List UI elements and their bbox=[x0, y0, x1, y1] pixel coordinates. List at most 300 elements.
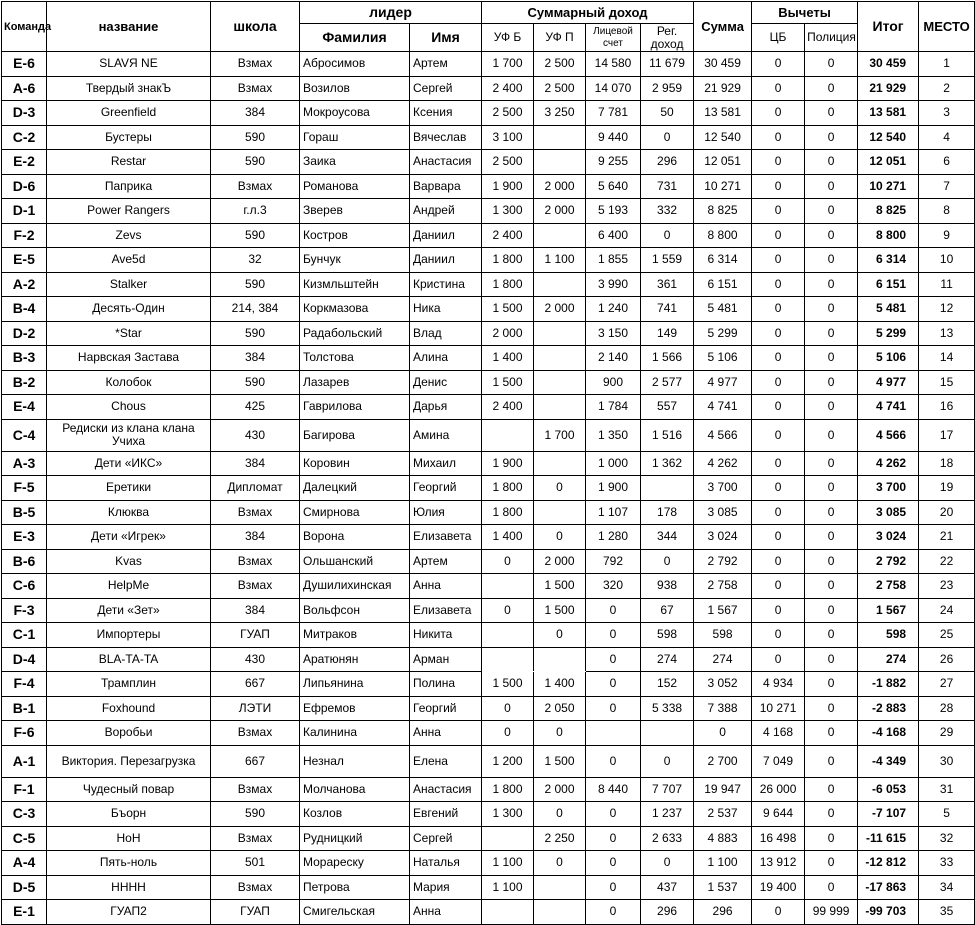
personal-account-cell: 7 781 bbox=[586, 101, 641, 126]
ufb-cell: 1 100 bbox=[482, 875, 534, 900]
school-cell: 667 bbox=[211, 745, 300, 777]
team-name-cell: Бустеры bbox=[47, 125, 211, 150]
place-cell: 29 bbox=[919, 721, 975, 746]
leader-surname-cell: Костров bbox=[300, 223, 410, 248]
team-name-cell: Power Rangers bbox=[47, 199, 211, 224]
ufb-cell: 1 900 bbox=[482, 451, 534, 476]
leader-surname-cell: Коркмазова bbox=[300, 297, 410, 322]
team-name-cell: Дети «Зет» bbox=[47, 598, 211, 623]
reg-income-cell: 7 707 bbox=[641, 777, 694, 802]
reg-income-cell: 1 362 bbox=[641, 451, 694, 476]
school-cell: 430 bbox=[211, 419, 300, 451]
police-cell: 99 999 bbox=[805, 900, 858, 925]
team-code-cell: D-6 bbox=[2, 174, 47, 199]
ufb-cell: 0 bbox=[482, 696, 534, 721]
reg-income-cell: 2 959 bbox=[641, 76, 694, 101]
reg-income-cell: 11 679 bbox=[641, 52, 694, 77]
reg-income-cell: 332 bbox=[641, 199, 694, 224]
team-name-cell: Бъорн bbox=[47, 802, 211, 827]
sum-cell: 5 299 bbox=[694, 321, 752, 346]
ufp-cell: 1 500 bbox=[534, 598, 586, 623]
table-row bbox=[2, 745, 975, 777]
cb-cell: 0 bbox=[752, 199, 805, 224]
ufb-cell: 1 900 bbox=[482, 174, 534, 199]
police-cell: 0 bbox=[805, 125, 858, 150]
personal-account-cell: 1 107 bbox=[586, 500, 641, 525]
leader-surname-cell: Коровин bbox=[300, 451, 410, 476]
police-cell: 0 bbox=[805, 777, 858, 802]
place-cell: 22 bbox=[919, 549, 975, 574]
reg-income-cell: 1 559 bbox=[641, 248, 694, 273]
school-cell: 590 bbox=[211, 150, 300, 175]
school-cell: 32 bbox=[211, 248, 300, 273]
team-name-cell: BLA-TA-TA bbox=[47, 647, 211, 672]
table-row bbox=[2, 272, 975, 297]
leader-firstname-cell: Сергей bbox=[410, 826, 482, 851]
team-name-cell: Воробьи bbox=[47, 721, 211, 746]
police-cell: 0 bbox=[805, 174, 858, 199]
cb-cell: 26 000 bbox=[752, 777, 805, 802]
team-name-cell: Пять-ноль bbox=[47, 851, 211, 876]
ufb-cell: 1 100 bbox=[482, 851, 534, 876]
sum-cell: 296 bbox=[694, 900, 752, 925]
ufp-cell: 1 400 bbox=[534, 672, 586, 697]
team-code-cell: B-5 bbox=[2, 500, 47, 525]
team-code-cell: D-4 bbox=[2, 647, 47, 672]
police-cell: 0 bbox=[805, 370, 858, 395]
reg-income-cell: 938 bbox=[641, 574, 694, 599]
total-cell: 1 567 bbox=[858, 598, 919, 623]
ufb-cell: 0 bbox=[482, 598, 534, 623]
header-reg-income: Рег. доход bbox=[641, 24, 694, 52]
total-cell: 5 481 bbox=[858, 297, 919, 322]
cb-cell: 4 934 bbox=[752, 672, 805, 697]
total-cell: 6 314 bbox=[858, 248, 919, 273]
personal-account-cell: 1 900 bbox=[586, 476, 641, 501]
header-surname: Фамилия bbox=[300, 24, 410, 52]
total-cell: -7 107 bbox=[858, 802, 919, 827]
leader-surname-cell: Лазарев bbox=[300, 370, 410, 395]
header-school: школа bbox=[211, 2, 300, 52]
personal-account-cell: 3 990 bbox=[586, 272, 641, 297]
leader-firstname-cell: Анастасия bbox=[410, 150, 482, 175]
reg-income-cell: 731 bbox=[641, 174, 694, 199]
sum-cell: 274 bbox=[694, 647, 752, 672]
team-code-cell: E-1 bbox=[2, 900, 47, 925]
police-cell: 0 bbox=[805, 101, 858, 126]
ufb-cell: 1 400 bbox=[482, 346, 534, 371]
school-cell: Взмах bbox=[211, 174, 300, 199]
personal-account-cell: 9 440 bbox=[586, 125, 641, 150]
place-cell: 9 bbox=[919, 223, 975, 248]
place-cell: 11 bbox=[919, 272, 975, 297]
cb-cell: 0 bbox=[752, 900, 805, 925]
reg-income-cell: 296 bbox=[641, 900, 694, 925]
header-total: Итог bbox=[858, 2, 919, 52]
table-row bbox=[2, 525, 975, 550]
personal-account-cell: 0 bbox=[586, 672, 641, 697]
cb-cell: 0 bbox=[752, 549, 805, 574]
ufp-cell: 2 250 bbox=[534, 826, 586, 851]
place-cell: 7 bbox=[919, 174, 975, 199]
total-cell: 10 271 bbox=[858, 174, 919, 199]
total-cell: 12 051 bbox=[858, 150, 919, 175]
reg-income-cell bbox=[641, 476, 694, 501]
leader-firstname-cell: Анна bbox=[410, 900, 482, 925]
leader-surname-cell: Заика bbox=[300, 150, 410, 175]
reg-income-cell: 1 237 bbox=[641, 802, 694, 827]
ufb-cell: 3 100 bbox=[482, 125, 534, 150]
reg-income-cell: 152 bbox=[641, 672, 694, 697]
header-personal-account: Лицевой счет bbox=[586, 24, 641, 52]
leader-surname-cell: Бунчук bbox=[300, 248, 410, 273]
leader-surname-cell: Козлов bbox=[300, 802, 410, 827]
school-cell: 590 bbox=[211, 125, 300, 150]
leader-firstname-cell: Мария bbox=[410, 875, 482, 900]
place-cell: 5 bbox=[919, 802, 975, 827]
ufb-cell: 0 bbox=[482, 721, 534, 746]
cb-cell: 13 912 bbox=[752, 851, 805, 876]
table-row bbox=[2, 672, 975, 697]
reg-income-cell: 557 bbox=[641, 395, 694, 420]
ufp-cell bbox=[534, 875, 586, 900]
ufb-cell: 2 000 bbox=[482, 321, 534, 346]
leader-surname-cell: Смирнова bbox=[300, 500, 410, 525]
team-name-cell: Десять-Один bbox=[47, 297, 211, 322]
police-cell: 0 bbox=[805, 696, 858, 721]
reg-income-cell: 0 bbox=[641, 223, 694, 248]
team-name-cell: Restar bbox=[47, 150, 211, 175]
leader-firstname-cell: Елизавета bbox=[410, 525, 482, 550]
leader-surname-cell: Кизмльштейн bbox=[300, 272, 410, 297]
personal-account-cell: 0 bbox=[586, 900, 641, 925]
total-cell: 2 792 bbox=[858, 549, 919, 574]
school-cell: 590 bbox=[211, 802, 300, 827]
police-cell: 0 bbox=[805, 549, 858, 574]
school-cell: 667 bbox=[211, 672, 300, 697]
place-cell: 24 bbox=[919, 598, 975, 623]
sum-cell: 3 085 bbox=[694, 500, 752, 525]
reg-income-cell: 0 bbox=[641, 549, 694, 574]
table-row bbox=[2, 802, 975, 827]
leader-firstname-cell: Даниил bbox=[410, 223, 482, 248]
team-code-cell: D-3 bbox=[2, 101, 47, 126]
total-cell: 5 299 bbox=[858, 321, 919, 346]
reg-income-cell: 0 bbox=[641, 851, 694, 876]
team-code-cell: A-2 bbox=[2, 272, 47, 297]
ufp-cell: 1 100 bbox=[534, 248, 586, 273]
total-cell: 21 929 bbox=[858, 76, 919, 101]
table-row bbox=[2, 647, 975, 672]
team-name-cell: Chous bbox=[47, 395, 211, 420]
police-cell: 0 bbox=[805, 297, 858, 322]
leader-surname-cell: Романова bbox=[300, 174, 410, 199]
personal-account-cell: 14 580 bbox=[586, 52, 641, 77]
school-cell: г.л.3 bbox=[211, 199, 300, 224]
police-cell: 0 bbox=[805, 672, 858, 697]
team-name-cell: Колобок bbox=[47, 370, 211, 395]
school-cell: 384 bbox=[211, 525, 300, 550]
leader-surname-cell: Рудницкий bbox=[300, 826, 410, 851]
ufp-cell bbox=[534, 150, 586, 175]
team-code-cell: E-6 bbox=[2, 52, 47, 77]
leader-firstname-cell: Елена bbox=[410, 745, 482, 777]
ufp-cell: 2 000 bbox=[534, 174, 586, 199]
ufb-cell: 2 400 bbox=[482, 395, 534, 420]
police-cell: 0 bbox=[805, 248, 858, 273]
place-cell: 18 bbox=[919, 451, 975, 476]
personal-account-cell bbox=[586, 721, 641, 746]
ufp-cell: 0 bbox=[534, 525, 586, 550]
table-row bbox=[2, 826, 975, 851]
team-code-cell: A-6 bbox=[2, 76, 47, 101]
leader-surname-cell: Мокроусова bbox=[300, 101, 410, 126]
leader-firstname-cell: Анастасия bbox=[410, 777, 482, 802]
school-cell: 430 bbox=[211, 647, 300, 672]
sum-cell: 3 700 bbox=[694, 476, 752, 501]
table-row bbox=[2, 419, 975, 451]
leader-firstname-cell: Сергей bbox=[410, 76, 482, 101]
place-cell: 23 bbox=[919, 574, 975, 599]
police-cell: 0 bbox=[805, 76, 858, 101]
ufp-cell bbox=[534, 272, 586, 297]
personal-account-cell: 9 255 bbox=[586, 150, 641, 175]
leader-firstname-cell: Кристина bbox=[410, 272, 482, 297]
header-leader: лидер bbox=[300, 2, 482, 24]
sum-cell: 21 929 bbox=[694, 76, 752, 101]
ufp-cell: 2 000 bbox=[534, 777, 586, 802]
ufb-cell bbox=[482, 623, 534, 648]
personal-account-cell: 0 bbox=[586, 826, 641, 851]
place-cell: 31 bbox=[919, 777, 975, 802]
cb-cell: 0 bbox=[752, 419, 805, 451]
leader-firstname-cell: Артем bbox=[410, 549, 482, 574]
team-code-cell: B-2 bbox=[2, 370, 47, 395]
personal-account-cell: 792 bbox=[586, 549, 641, 574]
team-name-cell: SLAVЯ NE bbox=[47, 52, 211, 77]
police-cell: 0 bbox=[805, 851, 858, 876]
reg-income-cell: 2 577 bbox=[641, 370, 694, 395]
total-cell: -4 349 bbox=[858, 745, 919, 777]
leader-firstname-cell: Михаил bbox=[410, 451, 482, 476]
ufb-cell: 2 500 bbox=[482, 150, 534, 175]
team-name-cell: Твердый знакЪ bbox=[47, 76, 211, 101]
sum-cell: 6 151 bbox=[694, 272, 752, 297]
cb-cell: 19 400 bbox=[752, 875, 805, 900]
personal-account-cell: 1 855 bbox=[586, 248, 641, 273]
team-name-cell: Foxhound bbox=[47, 696, 211, 721]
ufp-cell: 0 bbox=[534, 802, 586, 827]
ufp-cell bbox=[534, 370, 586, 395]
cb-cell: 0 bbox=[752, 150, 805, 175]
ufb-cell bbox=[482, 419, 534, 451]
table-row bbox=[2, 875, 975, 900]
total-cell: 3 085 bbox=[858, 500, 919, 525]
place-cell: 6 bbox=[919, 150, 975, 175]
personal-account-cell: 0 bbox=[586, 623, 641, 648]
reg-income-cell: 274 bbox=[641, 647, 694, 672]
personal-account-cell: 0 bbox=[586, 802, 641, 827]
total-cell: -99 703 bbox=[858, 900, 919, 925]
leader-surname-cell: Душилихинская bbox=[300, 574, 410, 599]
team-code-cell: F-4 bbox=[2, 672, 47, 697]
school-cell: ГУАП bbox=[211, 900, 300, 925]
team-code-cell: A-1 bbox=[2, 745, 47, 777]
team-name-cell: HHHH bbox=[47, 875, 211, 900]
sum-cell: 1 537 bbox=[694, 875, 752, 900]
reg-income-cell: 598 bbox=[641, 623, 694, 648]
leader-firstname-cell: Полина bbox=[410, 672, 482, 697]
table-row bbox=[2, 52, 975, 77]
sum-cell: 30 459 bbox=[694, 52, 752, 77]
reg-income-cell: 5 338 bbox=[641, 696, 694, 721]
personal-account-cell: 1 240 bbox=[586, 297, 641, 322]
team-code-cell: C-5 bbox=[2, 826, 47, 851]
sum-cell: 12 540 bbox=[694, 125, 752, 150]
ufb-cell: 1 500 bbox=[482, 370, 534, 395]
personal-account-cell: 900 bbox=[586, 370, 641, 395]
table-row bbox=[2, 777, 975, 802]
team-name-cell: Еретики bbox=[47, 476, 211, 501]
leader-firstname-cell: Арман bbox=[410, 647, 482, 672]
place-cell: 12 bbox=[919, 297, 975, 322]
team-name-cell: Редиски из клана клана Учиха bbox=[47, 419, 211, 451]
ufp-cell: 0 bbox=[534, 476, 586, 501]
school-cell: Взмах bbox=[211, 721, 300, 746]
team-name-cell: Клюква bbox=[47, 500, 211, 525]
sum-cell: 2 758 bbox=[694, 574, 752, 599]
header-deductions: Вычеты bbox=[752, 2, 858, 24]
police-cell: 0 bbox=[805, 346, 858, 371]
team-code-cell: A-3 bbox=[2, 451, 47, 476]
team-code-cell: B-3 bbox=[2, 346, 47, 371]
ufb-cell bbox=[482, 647, 534, 672]
total-cell: 13 581 bbox=[858, 101, 919, 126]
school-cell: 501 bbox=[211, 851, 300, 876]
ufb-cell: 1 800 bbox=[482, 500, 534, 525]
header-sum: Сумма bbox=[694, 2, 752, 52]
place-cell: 8 bbox=[919, 199, 975, 224]
police-cell: 0 bbox=[805, 199, 858, 224]
total-cell: -17 863 bbox=[858, 875, 919, 900]
reg-income-cell: 0 bbox=[641, 745, 694, 777]
leader-surname-cell: Зверев bbox=[300, 199, 410, 224]
ufb-cell: 1 300 bbox=[482, 199, 534, 224]
ufp-cell: 1 500 bbox=[534, 745, 586, 777]
ufp-cell bbox=[534, 321, 586, 346]
table-row bbox=[2, 500, 975, 525]
total-cell: 598 bbox=[858, 623, 919, 648]
leader-surname-cell: Ворона bbox=[300, 525, 410, 550]
school-cell: 590 bbox=[211, 321, 300, 346]
leader-firstname-cell: Юлия bbox=[410, 500, 482, 525]
police-cell: 0 bbox=[805, 476, 858, 501]
table-row bbox=[2, 223, 975, 248]
school-cell: 384 bbox=[211, 101, 300, 126]
sum-cell: 12 051 bbox=[694, 150, 752, 175]
team-code-cell: E-4 bbox=[2, 395, 47, 420]
police-cell: 0 bbox=[805, 647, 858, 672]
ufb-cell: 1 800 bbox=[482, 777, 534, 802]
cb-cell: 0 bbox=[752, 272, 805, 297]
table-row bbox=[2, 370, 975, 395]
leader-firstname-cell: Амина bbox=[410, 419, 482, 451]
sum-cell: 3 052 bbox=[694, 672, 752, 697]
sum-cell: 0 bbox=[694, 721, 752, 746]
ufp-cell: 2 000 bbox=[534, 549, 586, 574]
cb-cell: 0 bbox=[752, 647, 805, 672]
reg-income-cell bbox=[641, 721, 694, 746]
personal-account-cell: 1 784 bbox=[586, 395, 641, 420]
cb-cell: 9 644 bbox=[752, 802, 805, 827]
school-cell: Взмах bbox=[211, 574, 300, 599]
reg-income-cell: 50 bbox=[641, 101, 694, 126]
personal-account-cell: 5 193 bbox=[586, 199, 641, 224]
team-name-cell: Stalker bbox=[47, 272, 211, 297]
personal-account-cell: 1 280 bbox=[586, 525, 641, 550]
sum-cell: 4 977 bbox=[694, 370, 752, 395]
table-row bbox=[2, 297, 975, 322]
ufp-cell: 1 700 bbox=[534, 419, 586, 451]
total-cell: 4 566 bbox=[858, 419, 919, 451]
personal-account-cell: 0 bbox=[586, 696, 641, 721]
personal-account-cell: 0 bbox=[586, 745, 641, 777]
leader-firstname-cell: Анна bbox=[410, 574, 482, 599]
leader-firstname-cell: Денис bbox=[410, 370, 482, 395]
ufp-cell: 0 bbox=[534, 623, 586, 648]
place-cell: 19 bbox=[919, 476, 975, 501]
leader-surname-cell: Ефремов bbox=[300, 696, 410, 721]
team-code-cell: F-5 bbox=[2, 476, 47, 501]
leader-surname-cell: Смигельская bbox=[300, 900, 410, 925]
sum-cell: 7 388 bbox=[694, 696, 752, 721]
leader-firstname-cell: Даниил bbox=[410, 248, 482, 273]
team-name-cell: Zevs bbox=[47, 223, 211, 248]
total-cell: -1 882 bbox=[858, 672, 919, 697]
place-cell: 3 bbox=[919, 101, 975, 126]
sum-cell: 2 792 bbox=[694, 549, 752, 574]
team-code-cell: C-2 bbox=[2, 125, 47, 150]
sum-cell: 4 262 bbox=[694, 451, 752, 476]
team-name-cell: Трамплин bbox=[47, 672, 211, 697]
place-cell: 34 bbox=[919, 875, 975, 900]
school-cell: 384 bbox=[211, 451, 300, 476]
total-cell: 5 106 bbox=[858, 346, 919, 371]
table-row bbox=[2, 174, 975, 199]
school-cell: Взмах bbox=[211, 52, 300, 77]
place-cell: 16 bbox=[919, 395, 975, 420]
table-row bbox=[2, 851, 975, 876]
table-row bbox=[2, 150, 975, 175]
ufp-cell: 2 000 bbox=[534, 199, 586, 224]
police-cell: 0 bbox=[805, 395, 858, 420]
cb-cell: 0 bbox=[752, 297, 805, 322]
reg-income-cell: 344 bbox=[641, 525, 694, 550]
school-cell: Дипломат bbox=[211, 476, 300, 501]
reg-income-cell: 361 bbox=[641, 272, 694, 297]
table-row bbox=[2, 476, 975, 501]
sum-cell: 5 106 bbox=[694, 346, 752, 371]
team-code-cell: E-2 bbox=[2, 150, 47, 175]
ufp-cell: 2 500 bbox=[534, 76, 586, 101]
table-row bbox=[2, 549, 975, 574]
place-cell: 33 bbox=[919, 851, 975, 876]
police-cell: 0 bbox=[805, 419, 858, 451]
leader-firstname-cell: Варвара bbox=[410, 174, 482, 199]
total-cell: 8 800 bbox=[858, 223, 919, 248]
ufp-cell: 2 500 bbox=[534, 52, 586, 77]
school-cell: Взмах bbox=[211, 76, 300, 101]
